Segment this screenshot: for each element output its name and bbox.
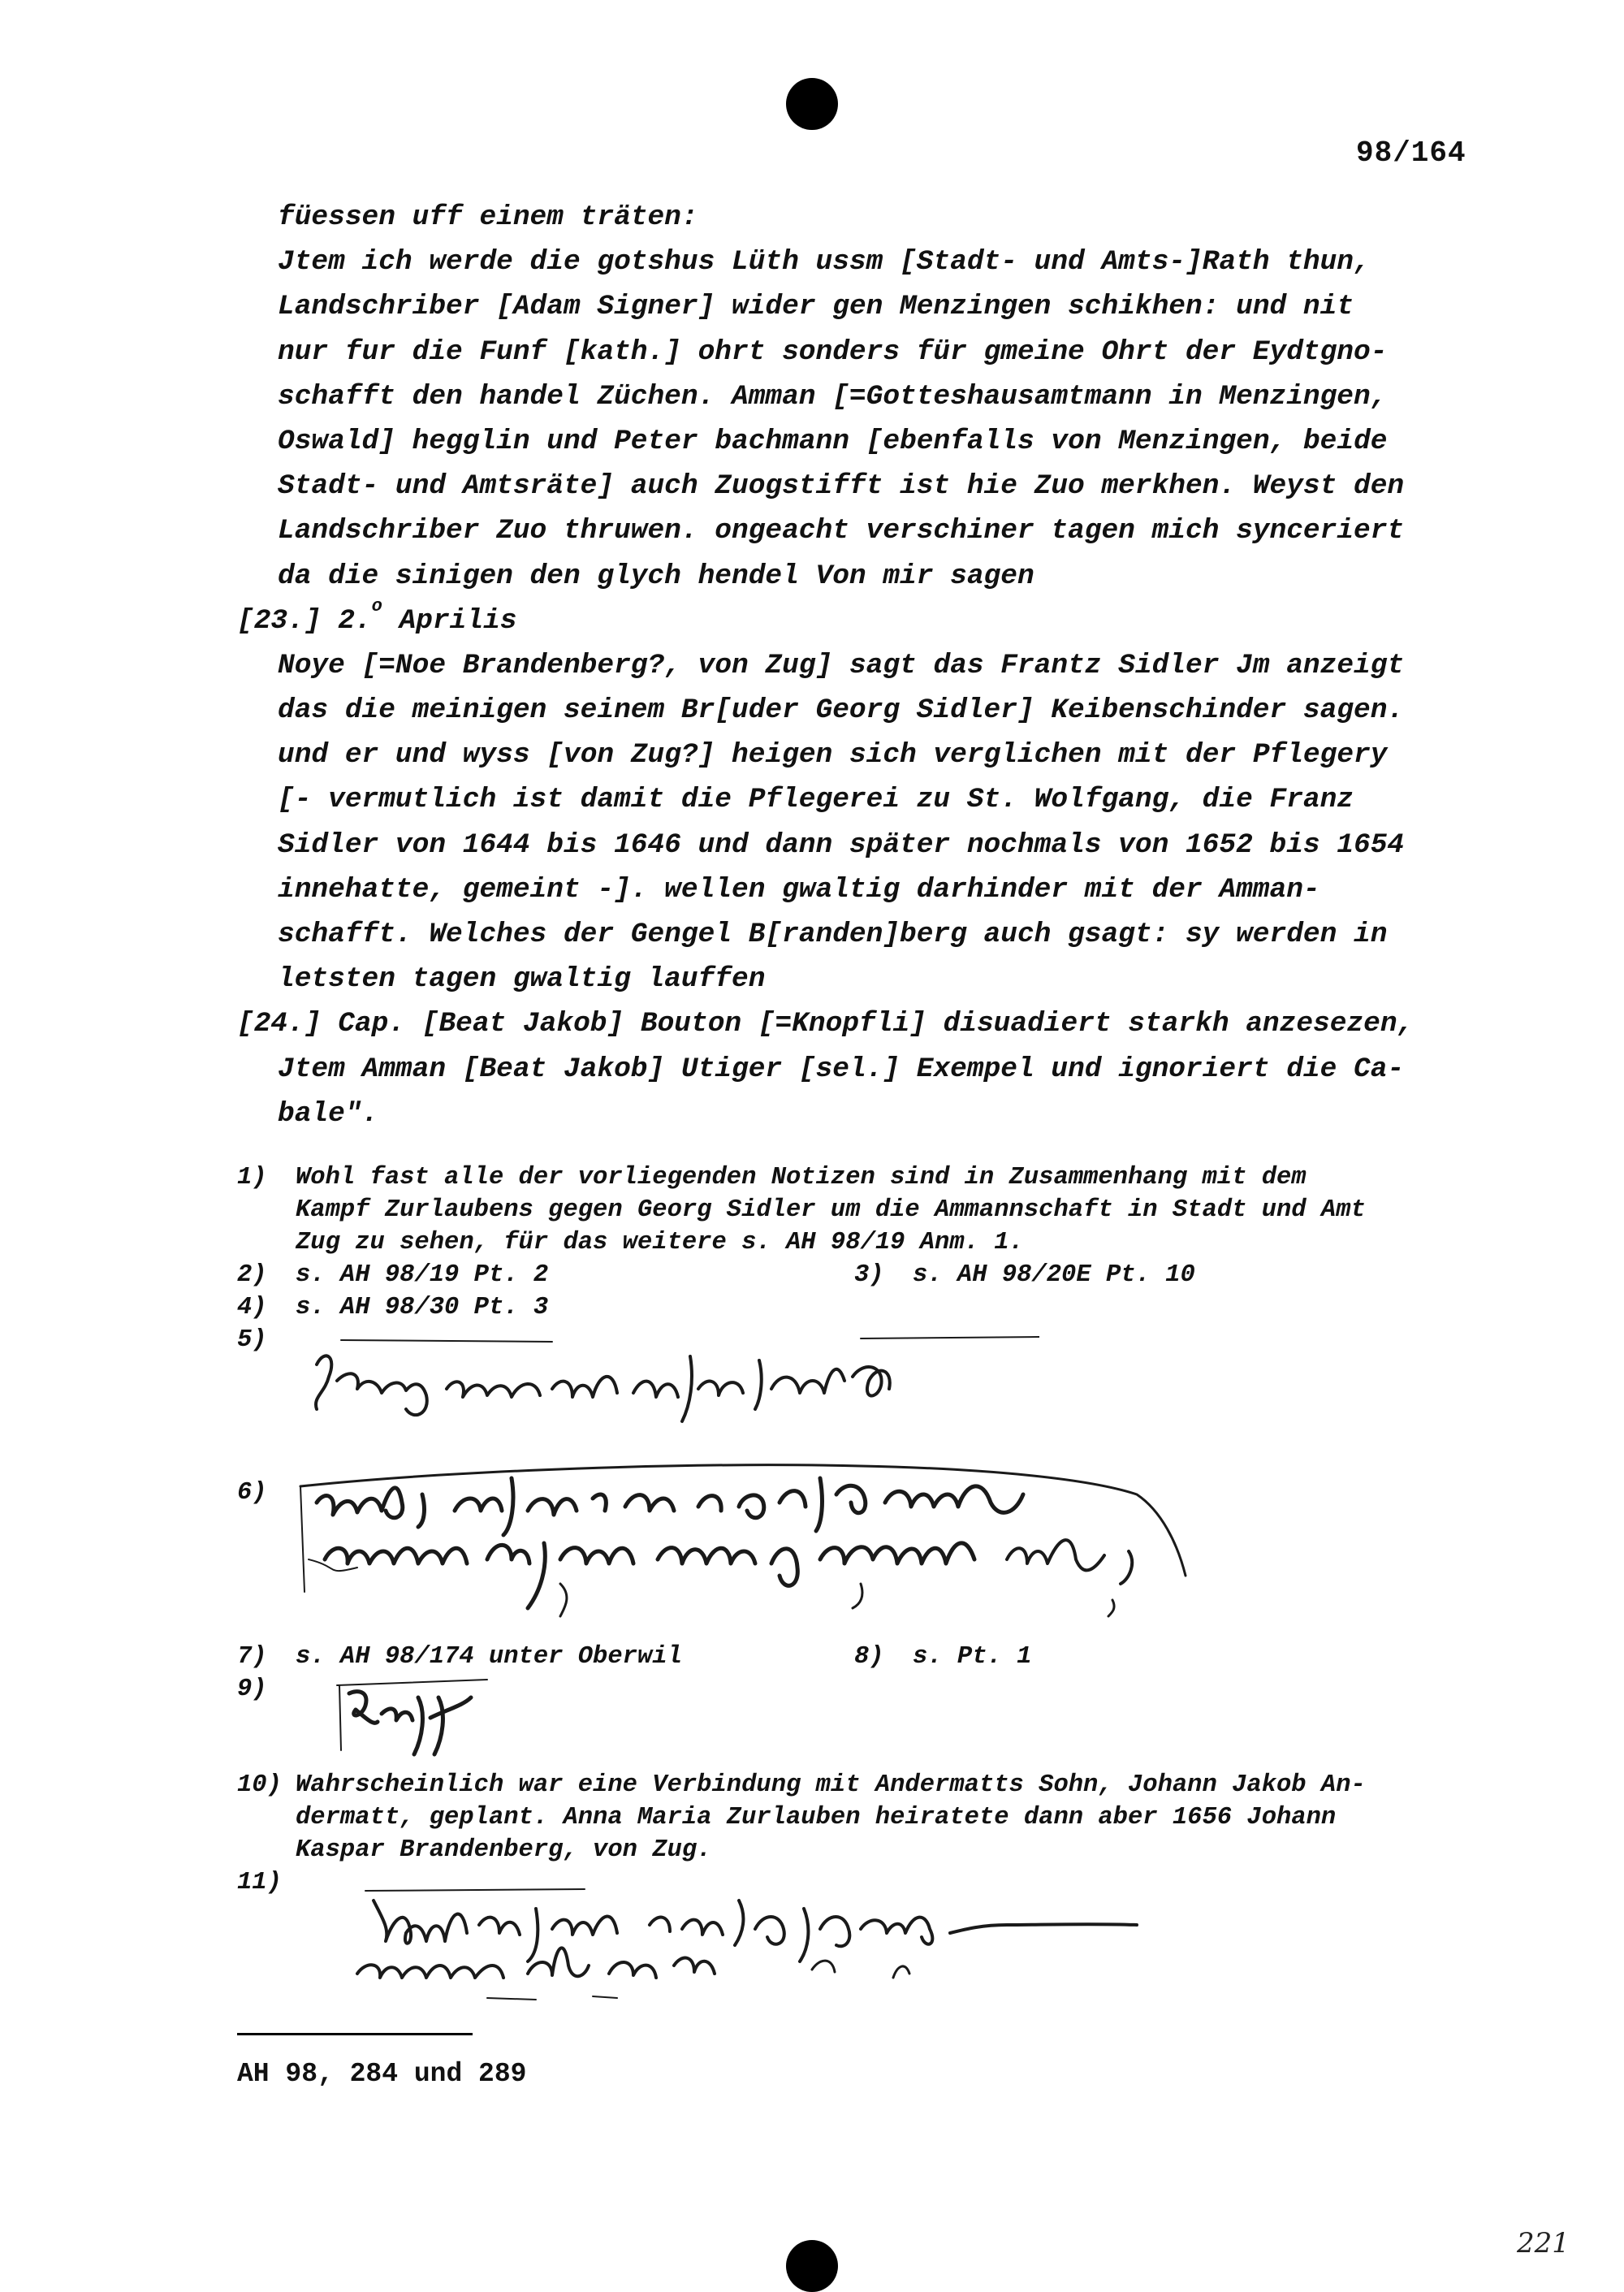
text-line: bale". [278,1097,379,1130]
text-line: [- vermutlich ist damit die Pflegerei zu St. Wolfgang, die Franz [278,784,1354,816]
footnote-5: 5) [237,1326,267,1354]
page-number: 98/164 [1356,136,1466,170]
archive-reference: AH 98, 284 und 289 [237,2059,527,2089]
footnote-separator [237,2033,473,2035]
footnote-6: 6) [237,1479,267,1507]
handwritten-excerpt-5 [292,1332,1039,1429]
bold-name-brandenberg: Brandenberg? [462,649,665,681]
bold-name-utiger: Utiger [680,1053,783,1085]
footnote-9: 9) [237,1676,267,1703]
footnote-10: 10) Wahrscheinlich war eine Verbindung mit Andermatts Sohn, Johann Jakob An- [237,1771,1366,1799]
bold-name-hegglin: hegglin [412,425,530,457]
bold-name-bachmann: bachmann [715,425,849,457]
handwritten-folio-number: 221 [1517,2227,1570,2260]
footnotes: 1) Wohl fast alle der vorliegenden Notizen sind in Zusammenhang mit dem Kampf Zurlaubens gegen Georg Sidler um die Ammannschaft in Stadt und Amt Zug zu sehen, für das weitere s. AH 98/19 Anm. 1. 2) s. AH 98/19 Pt. 2 3) s. AH 98/20E Pt. 10 4) s. AH 98/30 Pt. 3 5) [237,1161,1504,1356]
text-line: und er und wyss [von Zug?] heigen sich verglichen mit der Pflegery [278,739,1388,772]
footnote-2-3: 2) s. AH 98/19 Pt. 2 3) s. AH 98/20E Pt. 10 [237,1261,1195,1289]
handwritten-excerpt-11 [325,1884,1186,2006]
text-line: Oswald] hegglin und Peter bachmann [ebenfalls von Menzingen, beide [278,425,1388,457]
text-line: das die meinigen seinem Br[uder Georg Sidler] Keibenschinder sagen. [278,694,1405,727]
text-line: Jtem ich werde die gotshus Lüth ussm [Stadt- und Amts-]Rath thun, [278,246,1371,279]
footnote-1: 1) Wohl fast alle der vorliegenden Notizen sind in Zusammenhang mit dem [237,1164,1307,1191]
text-line: schafft. Welches der Gengel B[randen]berg auch gsagt: sy werden in [278,919,1388,950]
text-line: letsten tagen gwaltig lauffen [278,963,766,996]
text-line: da die sinigen den glych hendel Von mir sagen [278,560,1034,592]
text-line: Landschriber [Adam Signer] wider gen Menzingen schikhen: und nit [278,291,1354,323]
document-page: 98/164 füessen uff einem träten: Jtem ich werde die gotshus Lüth ussm [Stadt- und Amts-]Rath thun, Landschriber [Adam Signer] wider gen Menzingen schikhen: und nit nur fur die Funf [kath.] ohrt sonders für gmeine Ohrt der Eydtgno- schafft den handel Züchen. Amman [=Gotteshausamtmann in Menzingen, Oswald] hegglin und Peter bachmann [ebenfalls von Menzingen, beide Stadt- und Amtsräte] auch Zuogstifft ist hie Zuo merkhen. Weyst den Landschriber Zuo thruwen. ongeacht verschiner tagen mich synceriert da die sinigen den glych hendel Von mir sagen [23.] 2.$^o$ Aprilis Noye [=Noe Brandenberg?, von Zug] sagt das Frantz Sidler Jm anzeigt das die meinigen seinem Br[uder Georg Sidler] Keibenschinder sagen. und er und wyss [von Zug?] heigen sich verglichen mit der Pflegery [- vermutlich ist damit die Pflegerei zu St. Wolfgang, die Franz Sidler von 1644 bis 1646 und dann später nochmals von 1652 bis 1654 innehatte, gemeint -]. wellen gwaltig darhinder mit der Amman- schafft. Welches der Gengel B[randen]berg auch gsagt: sy werden in letsten tagen gwaltig lauffen [24.] Cap. [Beat Jakob] Bouton [=Knopfli] disuadiert starkh anzesezen, Jtem Amman [Beat Jakob] Utiger [sel.] Exempel und ignoriert die Ca- bale". 1) Wohl fast alle der vorliegenden Notizen sind in Zusammenhang mit dem Kampf Zurlaubens gegen Georg Sidler um die Ammannschaft in Stadt und Amt Zug zu sehen, für das weitere s. AH 98/19 Anm. 1. 2) s. AH 98/19 Pt. 2 3) s. AH 98/20E Pt. 10 4) s. AH 98/30 Pt. 3 5) 6) 7) s. AH 98/174 unter Oberwil 8) s. Pt. 1 9) 10) Wahrscheinlich war eine Verbindung mit Andermatts Sohn, Johann Jakob An- dermatt, geplant. Anna Maria Zurlauben heiratete dann aber 1656 Johann Kaspar Brandenberg, von Zug. 11) AH 98, 284 und 289 221 [0,0,1624,2291]
text-line: Landschriber Zuo thruwen. ongeacht verschiner tagen mich synceriert [278,515,1405,547]
text-line: Sidler von 1644 bis 1646 und dann später nochmals von 1652 bis 1654 [278,828,1405,861]
transcription-body [237,195,1488,1136]
footnote-4: 4) s. AH 98/30 Pt. 3 [237,1294,549,1321]
handwritten-excerpt-6 [292,1446,1194,1624]
text-line: füessen uff einem träten: [278,201,698,233]
text-line: Noye [=Noe Brandenberg?, von Zug] sagt das Frantz Sidler Jm anzeigt [278,649,1405,681]
footnote-11: 11) [237,1869,282,1896]
entry-heading: [24.] Cap. [Beat Jakob] Bouton [=Knopfli] disuadiert starkh anzesezen, [237,1008,1415,1040]
handwritten-excerpt-9 [333,1673,495,1762]
punch-hole-top [786,78,838,130]
superscript-o: o [371,595,382,616]
text-line: Jtem Amman [Beat Jakob] Utiger [sel.] Exempel und ignoriert die Ca- [278,1053,1405,1085]
text-line: innehatte, gemeint -]. wellen gwaltig darhinder mit der Amman- [278,873,1320,906]
footnote-7-8: 7) s. AH 98/174 unter Oberwil 8) s. Pt. 1 [237,1643,1032,1671]
punch-hole-bottom [786,2240,838,2292]
text-line: schafft den handel Züchen. Amman [=Gotteshausamtmann in Menzingen, [278,380,1388,413]
bold-name-knopfli: Knopfli [792,1008,910,1040]
text-line: nur fur die Funf [kath.] ohrt sonders für gmeine Ohrt der Eydtgno- [278,335,1388,368]
bold-name-signer: Signer [597,291,698,323]
bold-name-wyss: wyss [462,739,530,772]
entry-heading: [23.] 2.$^o$ Aprilis [237,595,517,637]
text-line: Stadt- und Amtsräte] auch Zuogstifft ist hie Zuo merkhen. Weyst den [278,470,1405,503]
